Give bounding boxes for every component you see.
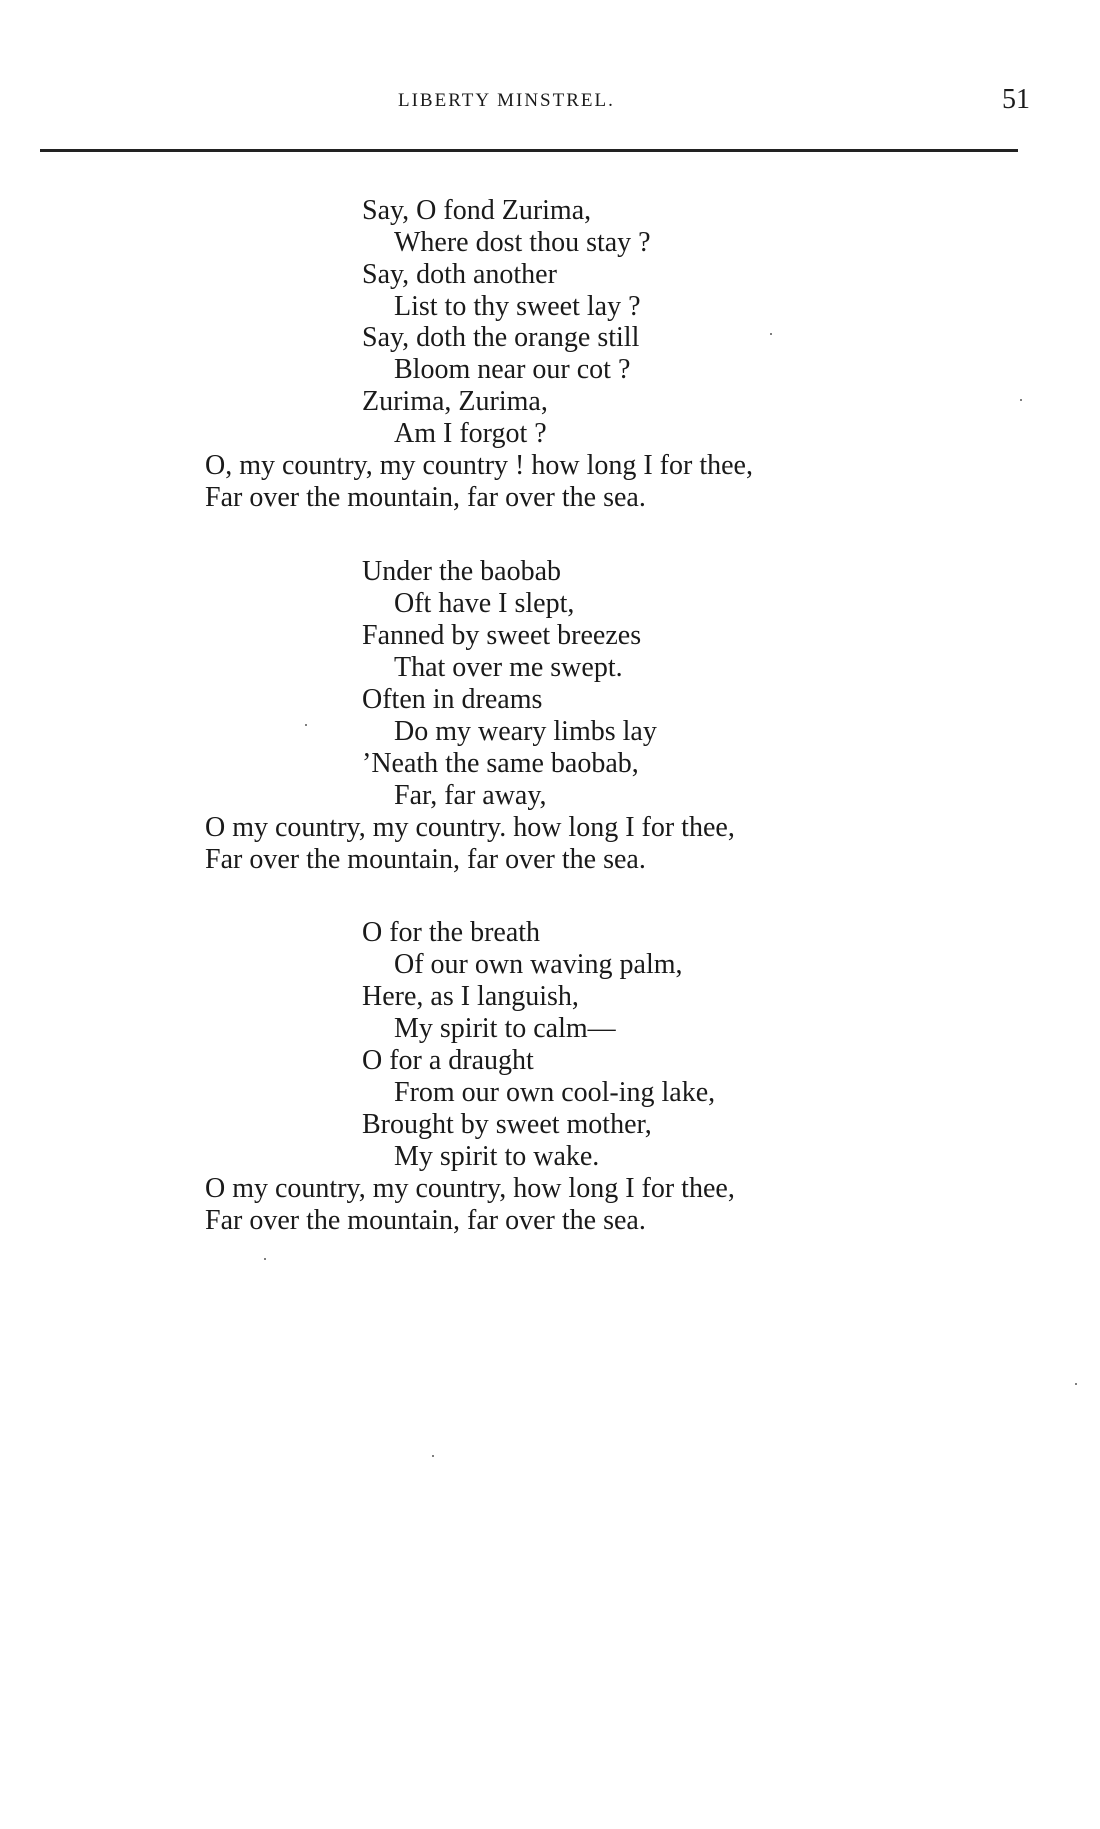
verse-line: Say, O fond Zurima, <box>362 195 592 226</box>
verse-line: ’Neath the same baobab, <box>362 748 639 779</box>
verse-line: Say, doth the orange still <box>362 322 640 353</box>
paper-speck <box>770 333 772 335</box>
paper-speck <box>432 1455 434 1457</box>
running-title: LIBERTY MINSTREL. <box>398 90 615 111</box>
verse-line: Of our own waving palm, <box>394 949 683 980</box>
verse-line: Brought by sweet mother, <box>362 1109 652 1140</box>
verse-line: O for a draught <box>362 1045 534 1076</box>
verse-line: Where dost thou stay ? <box>394 227 651 258</box>
verse-line: Here, as I languish, <box>362 981 579 1012</box>
verse-line: That over me swept. <box>394 652 623 683</box>
refrain-line: O my country, my country. how long I for thee, <box>205 812 735 843</box>
verse-line: List to thy sweet lay ? <box>394 291 641 322</box>
paper-speck <box>1020 399 1022 401</box>
paper-speck <box>1075 1383 1077 1385</box>
refrain-line: Far over the mountain, far over the sea. <box>205 1205 646 1236</box>
verse-line: Am I forgot ? <box>394 418 547 449</box>
verse-line: Fanned by sweet breezes <box>362 620 642 651</box>
page-number: 51 <box>1002 84 1030 115</box>
verse-line: Say, doth another <box>362 259 557 290</box>
verse-line: Zurima, Zurima, <box>362 386 548 417</box>
header-rule <box>40 149 1018 152</box>
refrain-line: Far over the mountain, far over the sea. <box>205 482 646 513</box>
verse-line: Often in dreams <box>362 684 543 715</box>
verse-line: Under the baobab <box>362 556 562 587</box>
verse-line: O for the breath <box>362 917 541 948</box>
refrain-line: O my country, my country, how long I for thee, <box>205 1173 735 1204</box>
verse-line: Bloom near our cot ? <box>394 354 631 385</box>
verse-line: From our own cool-ing lake, <box>394 1077 716 1108</box>
verse-line: My spirit to calm— <box>394 1013 616 1044</box>
paper-speck <box>305 724 307 726</box>
paper-speck <box>264 1258 266 1260</box>
refrain-line: Far over the mountain, far over the sea. <box>205 844 646 875</box>
verse-line: Oft have I slept, <box>394 588 575 619</box>
verse-line: My spirit to wake. <box>394 1141 600 1172</box>
refrain-line: O, my country, my country ! how long I for thee, <box>205 450 753 481</box>
verse-line: Far, far away, <box>394 780 547 811</box>
verse-line: Do my weary limbs lay <box>394 716 657 747</box>
